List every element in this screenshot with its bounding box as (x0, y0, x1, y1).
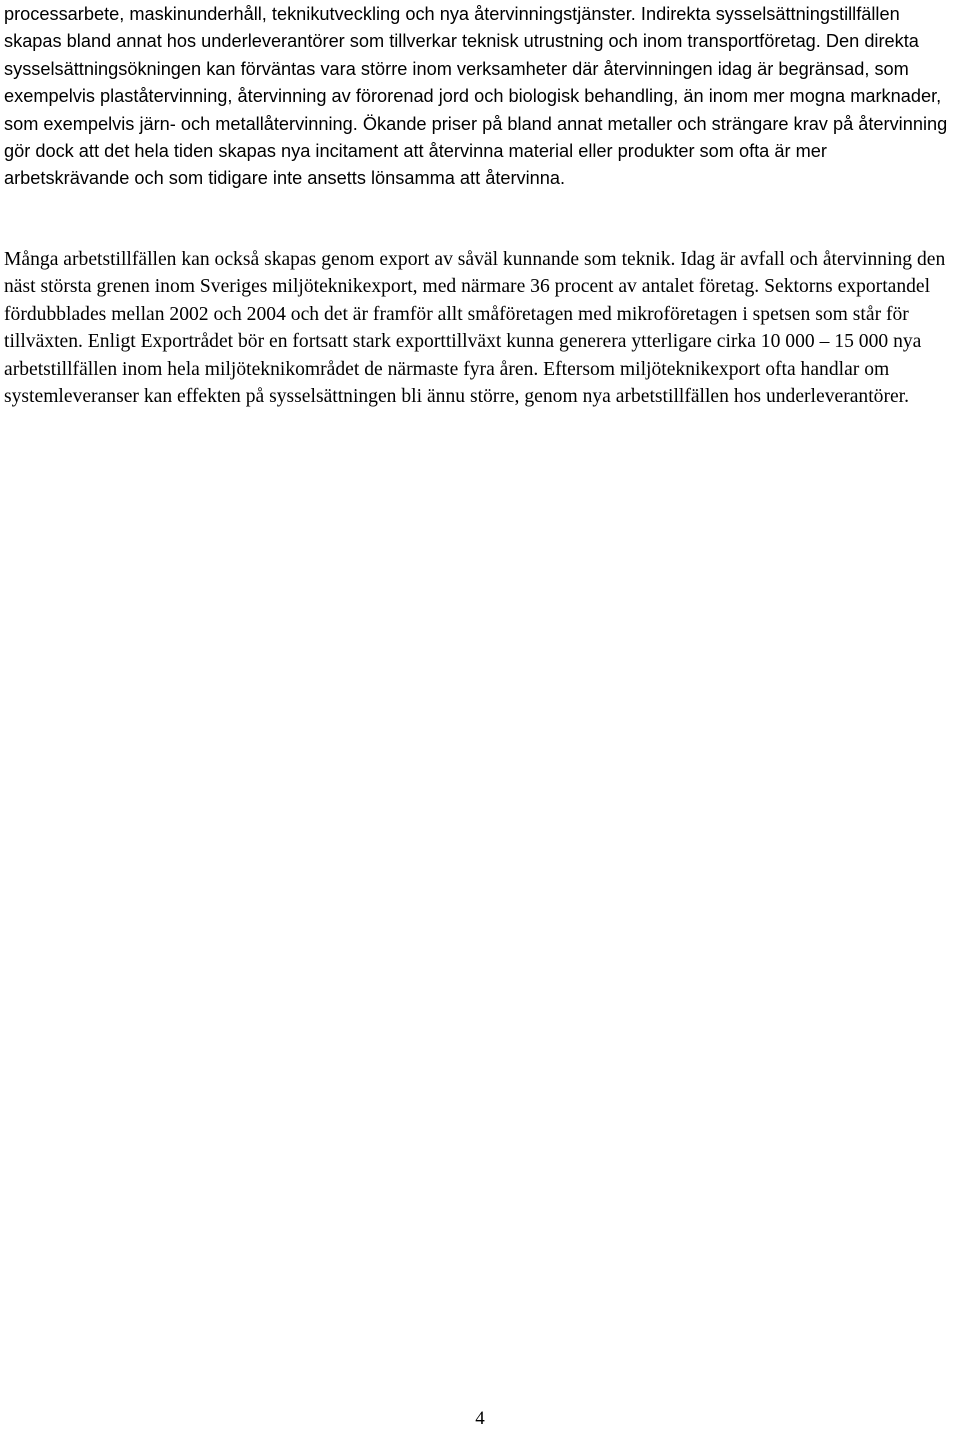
paragraph-export-employment: Många arbetstillfällen kan också skapas genom export av såväl kunnande som teknik. Idag är avfall och återvinning den näst största grenen inom Sveriges miljöteknikexport, med närmare 36 procent av antalet företag. Sektorns exportandel fördubblades mellan 2002 och 2004 och det är framför allt småföretagen med mikroföretagen i spetsen som står för tillväxten. Enligt Exportrådet bör en fortsatt stark exporttillväxt kunna generera ytterligare cirka 10 000 – 15 000 nya arbetstillfällen inom hela miljöteknikområdet de närmaste fyra åren. Eftersom miljöteknikexport ofta handlar om systemleveranser kan effekten på sysselsättningen bli ännu större, genom nya arbetstillfällen hos underleverantörer. (4, 249, 946, 408)
paragraph-recycling-employment: processarbete, maskinunderhåll, teknikutveckling och nya återvinningstjänster. Indirekta sysselsättningstillfällen skapas bland annat hos underleverantörer som tillverkar teknisk utrustning och inom transportföretag. Den direkta sysselsättningsökningen kan förväntas vara större inom verksamheter där återvinningen idag är begränsad, som exempelvis plaståtervinning, återvinning av förorenad jord och biologisk behandling, än inom mer mogna marknader, som exempelvis järn- och metallåtervinning. Ökande priser på bland annat metaller och strängare krav på återvinning gör dock att det hela tiden skapas nya incitament att återvinna material eller produkter som ofta är mer arbetskrävande och som tidigare inte ansetts lönsamma att återvinna. (4, 4, 948, 189)
page-number: 4 (475, 1408, 485, 1429)
